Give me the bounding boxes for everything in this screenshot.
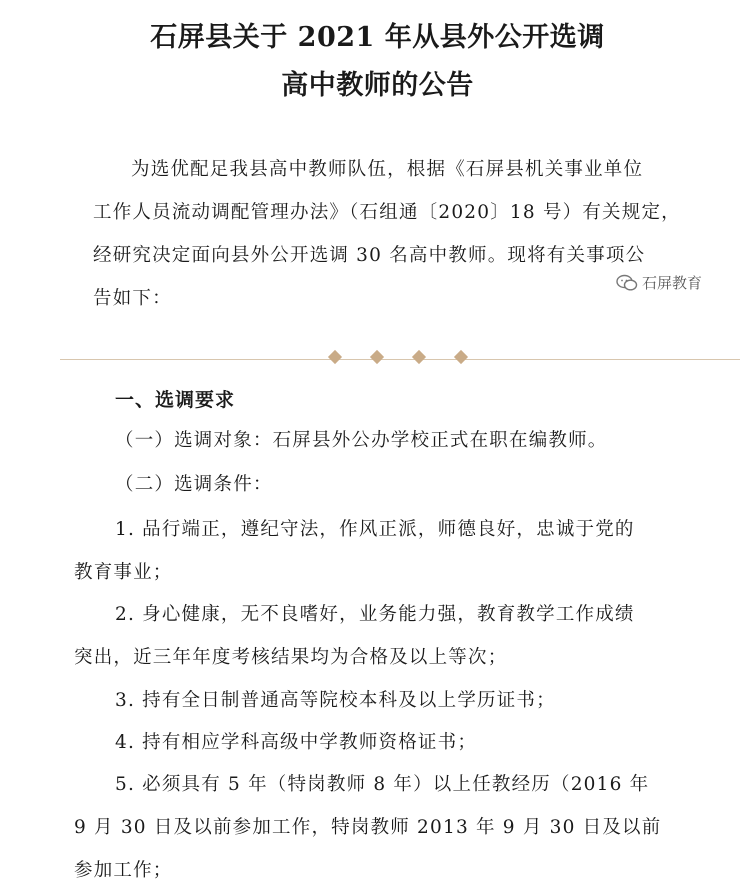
section-heading: 一、选调要求 <box>115 389 236 411</box>
divider-diamond <box>370 350 384 364</box>
condition-5-line-1: 5. 必须具有 5 年（特岗教师 8 年）以上任教经历（2016 年 <box>115 774 650 795</box>
selection-conditions-label: （二）选调条件： <box>115 474 273 495</box>
condition-1-line-1: 1. 品行端正，遵纪守法，作风正派，师德良好，忠诚于党的 <box>115 519 635 540</box>
intro-line-1: 为选优配足我县高中教师队伍，根据《石屏县机关事业单位 <box>131 159 644 180</box>
condition-5-line-2: 9 月 30 日及以前参加工作，特岗教师 2013 年 9 月 30 日及以前 <box>74 817 662 838</box>
divider-diamond <box>454 350 468 364</box>
document-title-line-1: 石屏县关于 2021 年从县外公开选调 <box>150 22 605 53</box>
divider-diamond <box>328 350 342 364</box>
intro-line-4: 告如下： <box>93 288 172 309</box>
ornamental-divider <box>60 359 740 360</box>
selection-target: （一）选调对象：石屏县外公办学校正式在职在编教师。 <box>115 430 608 451</box>
intro-paragraph <box>93 148 713 320</box>
condition-3: 3. 持有全日制普通高等院校本科及以上学历证书； <box>115 690 556 711</box>
condition-2-line-1: 2. 身心健康，无不良嗜好，业务能力强，教育教学工作成绩 <box>115 604 635 625</box>
intro-line-3: 经研究决定面向县外公开选调 30 名高中教师。现将有关事项公 <box>93 245 646 266</box>
source-watermark <box>616 272 702 293</box>
intro-line-2: 工作人员流动调配管理办法》（石组通〔2020〕18 号）有关规定， <box>93 202 681 223</box>
document-title-line-2: 高中教师的公告 <box>281 70 474 101</box>
condition-1-line-2: 教育事业； <box>74 562 173 583</box>
condition-2-line-2: 突出，近三年年度考核结果均为合格及以上等次； <box>74 647 508 668</box>
condition-5-line-3: 参加工作； <box>74 860 173 881</box>
condition-4: 4. 持有相应学科高级中学教师资格证书； <box>115 732 478 753</box>
divider-diamond <box>412 350 426 364</box>
watermark-text: 石屏教育 <box>642 274 703 292</box>
wechat-icon <box>616 274 638 292</box>
